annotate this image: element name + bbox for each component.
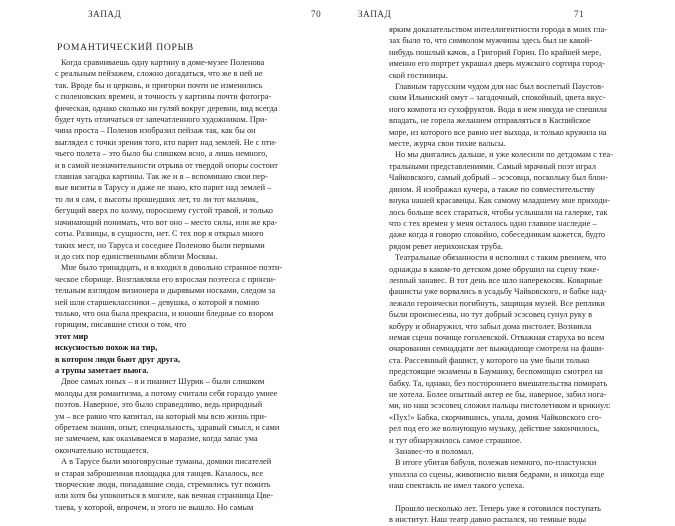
- text-line: искусностью похож на тир,: [55, 343, 158, 353]
- text-line: Прошло несколько лет. Теперь уже я готовился поступать: [395, 504, 601, 514]
- text-line: соты. Разницы, в сущности, нет. С тех пор я открыл много: [55, 229, 264, 239]
- text-line: таких мест, но Таруса и соседнее Поленово были первыми: [55, 240, 265, 250]
- text-line: так. Вроде бы и церковь, и пригорки почти не изменились: [55, 80, 263, 90]
- text-line: в котором люди бьют друг друга,: [55, 354, 181, 364]
- text-line: окончательно истощается.: [55, 445, 149, 455]
- text-line: этот мир: [55, 331, 89, 341]
- text-line: с реальным пейзажем, сложно догадаться, что же в ней не: [55, 69, 263, 79]
- text-line: что с тех времен у меня осталось одно главное наследие –: [389, 218, 597, 228]
- text-line: Театральные обязанности я исполнял с таким рвением, что: [395, 253, 607, 263]
- text-line: лежало героически погибнуть, защищая музей. Все реплики: [389, 298, 605, 308]
- text-line: Главным тарусским чудом для нас был воспетый Паустов-: [395, 82, 604, 92]
- text-line: молоды для романтизма, а потому считали себя гораздо умнее: [55, 388, 278, 398]
- text-line: и тут обнаружилось самое страшное.: [389, 435, 522, 445]
- text-line: наш спектакль не имел такого успеха.: [389, 481, 525, 491]
- text-line: не замечаем, как оказываемся в маразме, когда запас ума: [55, 434, 258, 444]
- text-line: с поленовских времен, и точность у картины почти фотогра-: [55, 92, 272, 102]
- running-head-right-title: ЗАПАД: [358, 9, 392, 19]
- text-line: тральными представлениями. Самый мрачный поэт играл: [389, 161, 596, 171]
- text-line: или хотя бы упокоиться в могиле, как вечная странница Цве-: [55, 491, 274, 501]
- text-line: рел под его же волнующую музыку, действие закончилось,: [389, 424, 600, 434]
- text-line: море, из которого все равно нет выхода, и только кружила на: [389, 127, 607, 137]
- text-line: впадать, не горела желанием отправляться в Каспийское: [389, 116, 591, 126]
- text-line: не хотела. Более опытный актер ее бы, наверное, забил нога-: [389, 390, 607, 399]
- text-line: зах было то, что символом мужчины здесь был не какой-: [389, 36, 593, 46]
- text-line: месте, журча свои тихие вальсы.: [389, 139, 506, 149]
- text-line: в институт. Наш театр давно распался, но темные воды: [389, 515, 587, 525]
- text-line: именно его портрет украшал дверь мужского сортира город-: [389, 59, 605, 69]
- text-line: и в самой незначительности отрыва от твердой опоры состоит: [55, 160, 278, 170]
- chapter-title: РОМАНТИЧЕСКИЙ ПОРЫВ: [57, 42, 194, 53]
- right-column-body: [389, 24, 657, 526]
- left-column-body: [55, 57, 319, 513]
- text-line: лось больше всех стараться, чтобы услышали на галерке, так: [389, 207, 608, 217]
- text-line: Двое самых юных – я и пианист Шурик – были слишком: [61, 377, 265, 387]
- text-line: Когда сравниваешь одну картину в доме-музее Поленова: [61, 58, 265, 67]
- text-line: и до сих пор единственными вблизи Москвы.: [55, 251, 218, 261]
- text-line: Мне было тринадцать, и я входил в довольно странное поэти-: [61, 263, 283, 273]
- text-line: поэтов. Наверное, это было справедливо, ведь природный: [55, 400, 263, 410]
- text-line: горящим, писавшие стихи о том, что: [55, 320, 187, 330]
- text-line: бабку. Та, однако, без постороннего вмешательства помирать: [389, 378, 608, 388]
- text-line: ми, но наш эсэсовец сложил пальцы пистолетиком и крикнул:: [389, 401, 611, 411]
- text-line: [389, 492, 657, 503]
- text-line: таева, у которой, впрочем, и этого не вышло. Но самым: [55, 502, 254, 512]
- text-line: вые визиты в Тарусу и даже не знаю, кто парит над землей –: [55, 183, 272, 193]
- text-line: то ли я сам, с высоты прошедших лет, то ли тот мальчик,: [55, 194, 259, 204]
- text-line: дином. Я изображал кучера, а также по совместительству: [389, 184, 595, 194]
- text-line: ским Ильинский омут – загадочный, спокойный, цвета вкус-: [389, 93, 606, 103]
- text-line: чина проста – Поленов изобразил пейзаж так, как бы он: [55, 126, 256, 136]
- text-line: ленный занавес. В тот день все шло наперекосяк. Коварные: [389, 275, 603, 285]
- text-line: предстоящие экзамены в Бауманку, беспомощно смотрел на: [389, 367, 603, 377]
- text-line: ческое сборище. Возглавляла его взрослая поэтесса с пронзи-: [55, 274, 276, 284]
- text-line: немая сцена почище гоголевской. Отважная старуха во всем: [389, 332, 605, 342]
- page-number-left: 70: [311, 9, 322, 19]
- text-line: и старая заброшенная площадка для танцев. Казалось, все: [55, 468, 264, 478]
- text-line: обретаем знания, опыт, специальность, здравый смысл, и сами: [55, 423, 280, 432]
- text-line: начинающий понимать, что вот оно – место силы, или же кра-: [55, 217, 278, 227]
- text-line: фическая, однако сколько ни гуляй вокруг деревни, вид всегда: [55, 103, 278, 113]
- text-line: уползла со сцены, живописно виляя бедрами, и никогда еще: [389, 469, 605, 479]
- text-line: ярким доказательством интеллигентности города в моих гла-: [389, 25, 608, 34]
- text-line: А в Тарусе были многоярусные туманы, домики писателей: [61, 457, 272, 467]
- text-line: тельным взглядом визионера и дырявыми носками, следом за: [55, 286, 276, 296]
- text-line: будет чуть отличаться от запечатленного художником. При-: [55, 115, 268, 125]
- text-line: были произнесены, но тут добрый эсэсовец сунул руку в: [389, 310, 593, 320]
- text-line: В итоге убитая бабуля, полежав немного, по-пластунски: [395, 458, 597, 468]
- text-line: ста. Рассеянный фашист, у которого на уме были только: [389, 355, 590, 365]
- text-line: главная загадка картины. Так же и я – вспоминаю свои пер-: [55, 172, 268, 182]
- text-line: только, что она была прекрасна, и юноши бледные со взором: [55, 308, 274, 318]
- text-line: а трупы заметает вьюга.: [55, 365, 149, 375]
- text-line: ум – все равно что капитал, на который мы всю жизнь при-: [55, 411, 267, 421]
- text-line: фашисты уже ворвались в усадьбу Чайковского, и бабке над-: [389, 287, 607, 297]
- text-line: ного компота из сухофруктов. Вода в нем никуда не спешила: [389, 104, 607, 114]
- text-line: даже когда я говорю спокойно, собеседникам кажется, будто: [389, 230, 606, 240]
- text-line: рядом ревет иерихонская труба.: [389, 241, 503, 251]
- text-line: ской гостиницы.: [389, 70, 448, 80]
- text-line: внука нашей красавицы. Как самому младшему мне приходи-: [389, 196, 610, 206]
- text-line: кобуру и обнаружил, что забыл дома пистолет. Возникла: [389, 321, 592, 331]
- text-line: Занавес-то я поломал.: [395, 447, 474, 457]
- text-line: «Пух!» Бабка, скорчившись, упала, домик Чайковского сго-: [389, 412, 602, 422]
- text-line: нибудь пошлый качок, а Григорий Горин. По крайней мере,: [389, 47, 602, 57]
- page-number-right: 71: [574, 9, 585, 19]
- text-line: бегущий вверх по холму, поросшему густой травой, и только: [55, 206, 273, 216]
- text-line: очаровании семнадцати лет выжидающе смотрела на фаши-: [389, 344, 605, 354]
- text-line: выглядел с точки зрения того, кто парит над землей. Не с пти-: [55, 137, 277, 147]
- text-line: однажды в каком-то детском доме обрушил на сцену тяже-: [389, 264, 600, 274]
- text-line: Чайковского, самый добрый – эсэсовца, поскольку был блон-: [389, 173, 608, 183]
- text-line: творческие люди, попадавшие сюда, стремились тут пожить: [55, 480, 271, 490]
- text-line: ней шли старшеклассники – девушка, о которой я помню: [55, 297, 260, 307]
- text-line: чьего полета – это было бы слишком ясно, а лишь немного,: [55, 149, 268, 159]
- text-line: Но мы двигались дальше, и уже колесили по детдомам с теа-: [395, 150, 613, 160]
- running-head-left-title: ЗАПАД: [88, 9, 122, 19]
